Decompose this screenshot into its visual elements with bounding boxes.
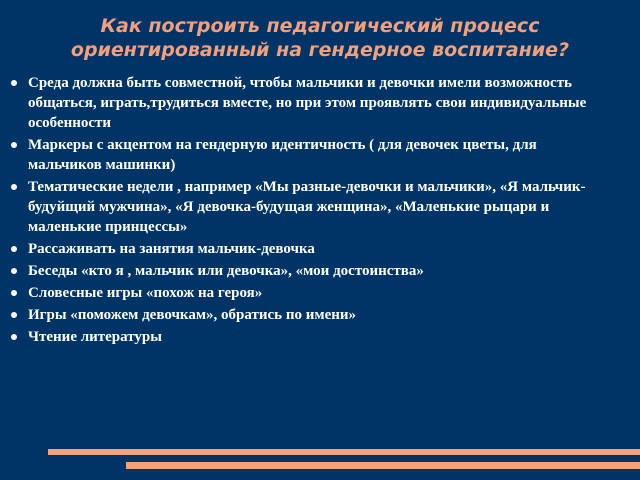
decorative-stripe-upper [48, 449, 640, 455]
title-line-2: ориентированный на гендерное воспитание? [70, 39, 570, 61]
bullet-item [10, 135, 598, 175]
bullet-dot-icon [11, 334, 17, 340]
bullet-text: Рассаживать на занятия мальчик-девочка [28, 241, 315, 257]
bullet-dot-icon [11, 290, 17, 296]
bullet-item [10, 327, 598, 347]
bullet-dot-icon [11, 312, 17, 318]
bullet-list [10, 73, 598, 349]
bullet-text: Словесные игры «похож на героя» [28, 285, 263, 301]
bullet-dot-icon [11, 246, 17, 252]
bullet-text: Беседы «кто я , мальчик или девочка», «мои достоинства» [28, 263, 424, 279]
bullet-item [10, 239, 598, 259]
bullet-item [10, 177, 598, 237]
decorative-stripe-lower [126, 462, 640, 469]
bullet-text: Чтение литературы [28, 329, 162, 345]
bullet-item [10, 73, 598, 133]
slide-title [20, 14, 620, 62]
bullet-item [10, 305, 598, 325]
bullet-dot-icon [11, 184, 17, 190]
bullet-dot-icon [11, 80, 17, 86]
bullet-item [10, 283, 598, 303]
bullet-text: Игры «поможем девочкам», обратись по имени» [28, 307, 357, 323]
bullet-text: Тематические недели , например «Мы разные-девочки и мальчики», «Я мальчик-будуйщий мужчина», «Я девочка-будущая женщина», «Маленькие рыцари и маленькие принцессы» [28, 179, 586, 235]
title-line-1: Как построить педагогический процесс [100, 15, 540, 37]
bullet-text: Маркеры с акцентом на гендерную идентичность ( для девочек цветы, для мальчиков машинки) [28, 137, 537, 173]
bullet-item [10, 261, 598, 281]
bullet-dot-icon [11, 142, 17, 148]
bullet-text: Среда должна быть совместной, чтобы мальчики и девочки имели возможность общаться, играть,трудиться вместе, но при этом проявлять свои индивидуальные особенности [28, 75, 587, 131]
bullet-dot-icon [11, 268, 17, 274]
